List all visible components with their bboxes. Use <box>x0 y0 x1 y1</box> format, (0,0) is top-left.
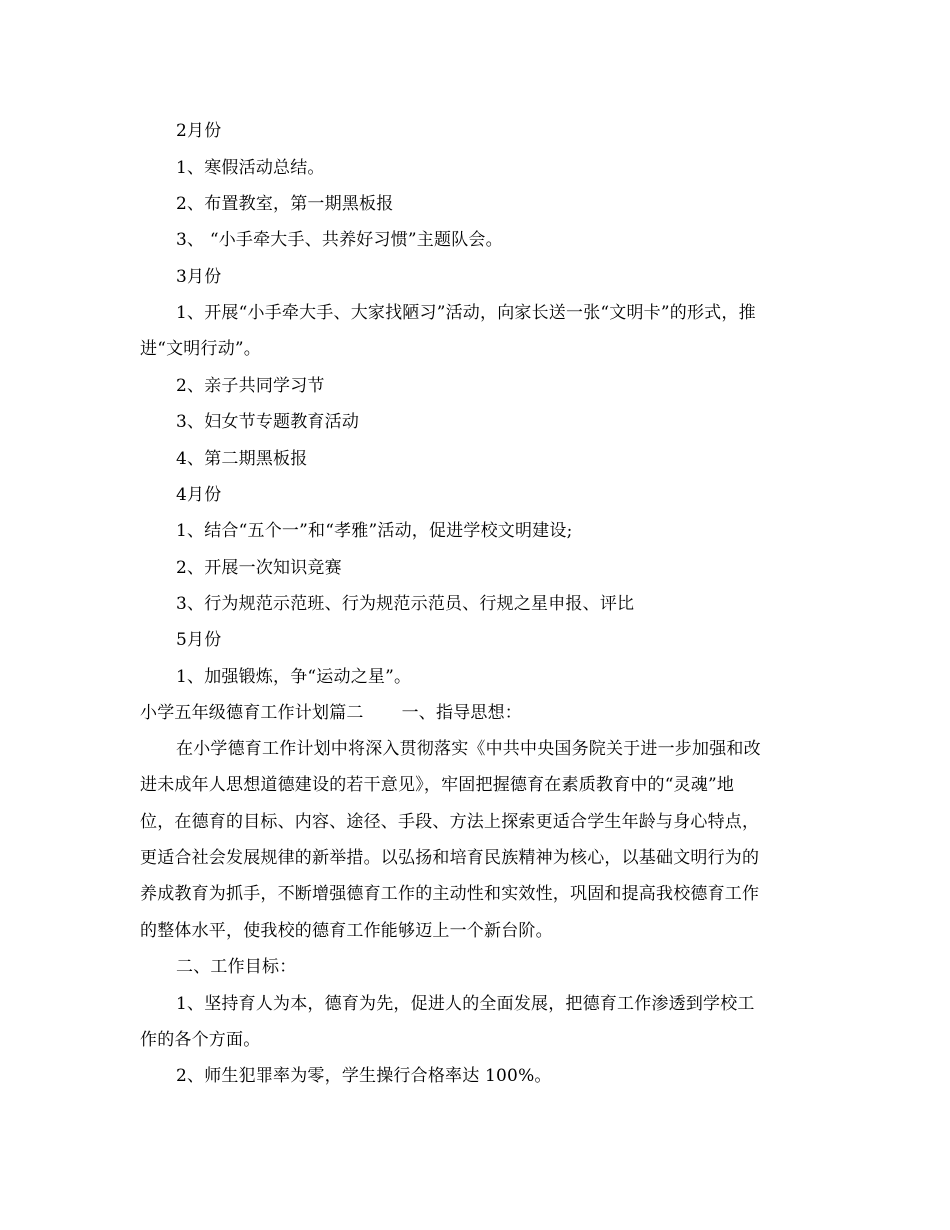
list-item-continuation: 作的各个方面。 <box>140 1030 261 1050</box>
list-item: 2、师生犯罪率为零，学生操行合格率达 100%。 <box>176 1066 552 1086</box>
list-item: 1、坚持育人为本，德育为先，促进人的全面发展，把德育工作渗透到学校工 <box>176 994 755 1014</box>
list-item: 3、妇女节专题教育活动 <box>176 412 360 432</box>
list-item: 1、开展“小手牵大手、大家找陋习”活动，向家长送一张“文明卡”的形式，推 <box>176 303 756 323</box>
list-item: 3、 “小手牵大手、共养好习惯”主题队会。 <box>176 230 503 250</box>
paragraph-line: 位，在德育的目标、内容、途径、手段、方法上探索更适合学生年龄与身心特点， <box>140 812 760 832</box>
paragraph-line: 更适合社会发展规律的新举措。以弘扬和培育民族精神为核心，以基础文明行为的 <box>140 848 760 868</box>
section-title: 小学五年级德育工作计划篇二 <box>140 703 364 723</box>
section-title-line <box>140 702 522 724</box>
month-heading-may: 5月份 <box>176 630 222 650</box>
month-heading-february: 2月份 <box>176 121 222 141</box>
paragraph-line: 在小学德育工作计划中将深入贯彻落实《中共中央国务院关于进一步加强和改 <box>176 739 761 759</box>
section-heading: 二、工作目标： <box>176 957 297 977</box>
list-item-continuation: 进“文明行动”。 <box>140 339 261 359</box>
list-item: 2、亲子共同学习节 <box>176 376 325 396</box>
month-heading-march: 3月份 <box>176 267 222 287</box>
list-item: 2、布置教室，第一期黑板报 <box>176 194 394 214</box>
list-item: 3、行为规范示范班、行为规范示范员、行规之星申报、评比 <box>176 594 635 614</box>
month-heading-april: 4月份 <box>176 485 222 505</box>
section-heading: 一、指导思想： <box>401 703 523 723</box>
list-item: 2、开展一次知识竞赛 <box>176 558 342 578</box>
list-item: 1、结合“五个一”和“孝雅”活动，促进学校文明建设; <box>176 521 573 541</box>
list-item: 4、第二期黑板报 <box>176 449 308 469</box>
paragraph-line: 进未成年人思想道德建设的若干意见》，牢固把握德育在素质教育中的“灵魂”地 <box>140 775 735 795</box>
paragraph-line: 的整体水平，使我校的德育工作能够迈上一个新台阶。 <box>140 921 553 941</box>
list-item: 1、寒假活动总结。 <box>176 158 325 178</box>
list-item: 1、加强锻炼，争“运动之星”。 <box>176 667 412 687</box>
paragraph-line: 养成教育为抓手，不断增强德育工作的主动性和实效性，巩固和提高我校德育工作 <box>140 884 760 904</box>
